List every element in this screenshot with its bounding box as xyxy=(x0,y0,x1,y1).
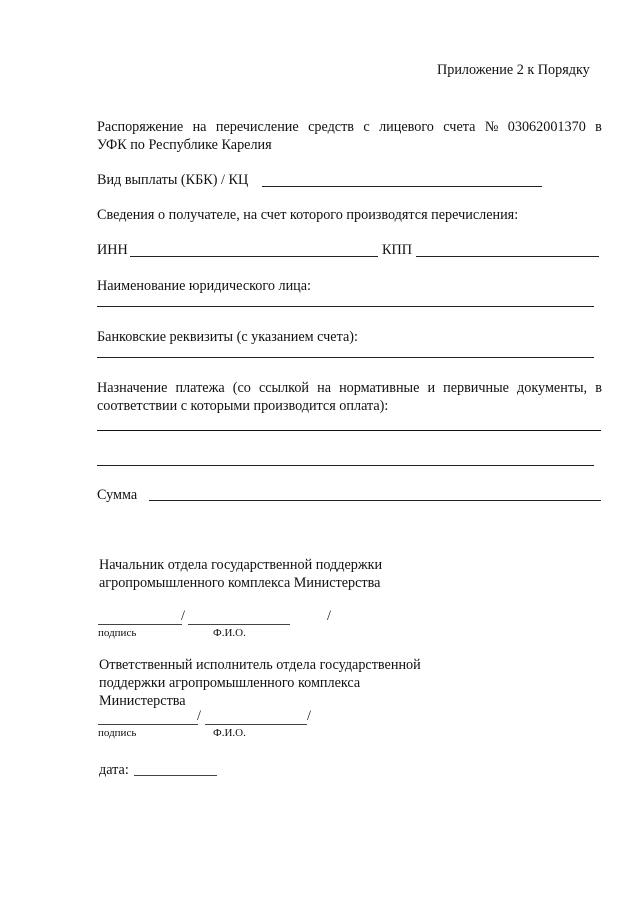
word: лицевого xyxy=(379,119,434,135)
word: с xyxy=(363,119,370,135)
head-slash-1: / xyxy=(181,608,185,624)
executor-signature-caption: подпись xyxy=(98,727,137,739)
word: Назначение xyxy=(97,380,168,396)
word: № xyxy=(484,119,499,135)
executor-fio-field[interactable] xyxy=(205,724,307,725)
payment-purpose-line1 xyxy=(97,381,602,395)
payment-purpose-line2: соответствии с которыми производится оплата): xyxy=(97,398,389,414)
word: на xyxy=(192,119,207,135)
head-fio-field[interactable] xyxy=(188,624,290,625)
executor-signature-field[interactable] xyxy=(98,724,198,725)
kpp-label: КПП xyxy=(382,242,412,258)
word: Распоряжение xyxy=(97,119,184,135)
word: счета xyxy=(443,119,476,135)
inn-field[interactable] xyxy=(130,256,378,257)
payment-purpose-field-2[interactable] xyxy=(97,465,594,466)
word: нормативные xyxy=(339,380,420,396)
word: перечисление xyxy=(215,119,299,135)
word: на xyxy=(317,380,331,396)
recipient-info-label: Сведения о получателе, на счет которого производятся перечисления: xyxy=(97,207,519,223)
appendix-header: Приложение 2 к Порядку xyxy=(437,62,590,78)
bank-details-label: Банковские реквизиты (с указанием счета): xyxy=(97,329,358,345)
executor-title-line3: Министерства xyxy=(99,693,186,709)
head-signature-field[interactable] xyxy=(98,624,182,625)
head-fio-caption: Ф.И.О. xyxy=(213,627,246,639)
executor-slash-1: / xyxy=(197,708,201,724)
payment-type-label: Вид выплаты (КБК) / КЦ xyxy=(97,172,249,188)
amount-field[interactable] xyxy=(149,500,601,501)
executor-fio-caption: Ф.И.О. xyxy=(213,727,246,739)
word: в xyxy=(595,119,602,135)
word: платежа xyxy=(175,380,225,396)
head-title-line1: Начальник отдела государственной поддержки xyxy=(99,557,383,573)
payment-type-field[interactable] xyxy=(262,186,542,187)
word: и xyxy=(427,380,436,396)
word: первичные xyxy=(443,380,509,396)
kpp-field[interactable] xyxy=(416,256,599,257)
word: ссылкой xyxy=(258,380,310,396)
head-signature-caption: подпись xyxy=(98,627,137,639)
date-label: дата: xyxy=(99,762,129,778)
word: документы, xyxy=(517,380,588,396)
amount-label: Сумма xyxy=(97,487,138,503)
bank-details-field[interactable] xyxy=(97,357,594,358)
head-title-line2: агропромышленного комплекса Министерства xyxy=(99,575,381,591)
head-slash-2: / xyxy=(327,608,331,624)
inn-label: ИНН xyxy=(97,242,128,258)
legal-name-field[interactable] xyxy=(97,306,594,307)
executor-slash-2: / xyxy=(307,708,311,724)
executor-title-line1: Ответственный исполнитель отдела государственной xyxy=(99,657,421,673)
order-title-line1 xyxy=(97,120,602,134)
executor-title-line2: поддержки агропромышленного комплекса xyxy=(99,675,361,691)
legal-name-label: Наименование юридического лица: xyxy=(97,278,311,294)
word: средств xyxy=(308,119,354,135)
payment-purpose-field-1[interactable] xyxy=(97,430,601,431)
word: 03062001370 xyxy=(507,119,586,135)
word: (со xyxy=(232,380,251,396)
word: в xyxy=(595,380,602,396)
order-title-line2: УФК по Республике Карелия xyxy=(97,137,272,153)
date-field[interactable] xyxy=(134,775,217,776)
